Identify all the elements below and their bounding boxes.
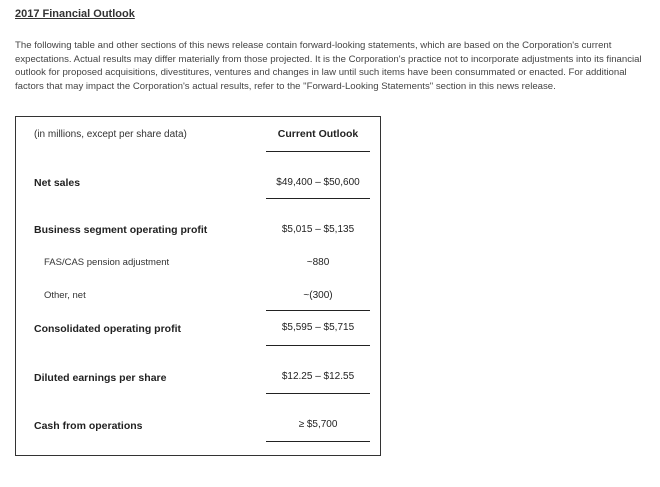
- row-label-consolidated-profit: Consolidated operating profit: [34, 323, 181, 335]
- row-label-cash-from-operations: Cash from operations: [34, 420, 143, 432]
- row-value-diluted-eps: $12.25 – $12.55: [281, 371, 355, 382]
- diluted-eps-underline: [266, 393, 370, 394]
- row-value-segment-profit: $5,015 – $5,135: [281, 224, 355, 235]
- row-label-pension-adjustment: FAS/CAS pension adjustment: [44, 257, 170, 268]
- financial-outlook-table: [15, 116, 381, 456]
- intro-paragraph: The following table and other sections of this news release contain forward-looking statements, which are based on the Corporation's current expectations. Actual results may differ materially from those projected. It is the Corporation's practice not to incorporate adjustments into its financial outlook for proposed acquisitions, divestitures, ventures and changes in law until such items have been consummated or enacted. For additional factors that may impact the Corporation's actual results, refer to the "Forward-Looking Statements" section in this news release.: [15, 40, 642, 92]
- row-value-cash-from-operations: ≥ $5,700: [298, 419, 338, 430]
- section-title: 2017 Financial Outlook: [15, 8, 135, 20]
- row-value-pension-adjustment: ~880: [306, 257, 330, 268]
- row-label-diluted-eps: Diluted earnings per share: [34, 372, 167, 384]
- row-value-net-sales: $49,400 – $50,600: [276, 177, 360, 188]
- header-label: (in millions, except per share data): [34, 129, 187, 140]
- row-label-other-net: Other, net: [44, 290, 86, 301]
- net-sales-underline: [266, 198, 370, 199]
- cash-from-operations-underline: [266, 441, 370, 442]
- other-net-underline: [266, 310, 370, 311]
- consolidated-profit-underline: [266, 345, 370, 346]
- header-current-outlook: Current Outlook: [277, 128, 359, 140]
- row-value-other-net: ~(300): [303, 290, 333, 301]
- header-underline: [266, 151, 370, 152]
- row-value-consolidated-profit: $5,595 – $5,715: [281, 322, 355, 333]
- row-label-net-sales: Net sales: [34, 177, 81, 189]
- row-label-segment-profit: Business segment operating profit: [34, 224, 208, 236]
